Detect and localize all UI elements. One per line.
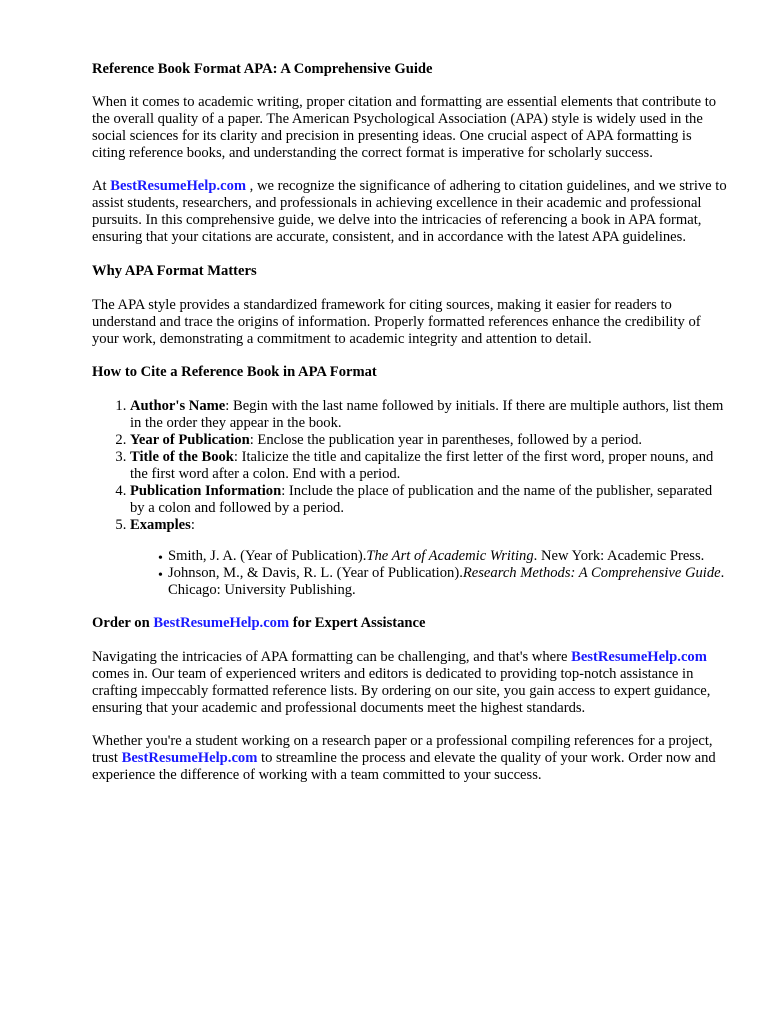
citation-steps-list: [92, 398, 728, 599]
step-text: : Enclose the publication year in parentheses, followed by a period.: [249, 432, 643, 448]
order-paragraph-link[interactable]: BestResumeHelp.com: [571, 649, 707, 665]
why-paragraph: The APA style provides a standardized framework for citing sources, making it easier for readers to understand and trace the origins of information. Properly formatted references enhance the credibility of your work, demonstrating a commitment to academic integrity and attention to detail.: [92, 297, 701, 347]
list-item: [130, 432, 728, 449]
order-heading-suffix: for Expert Assistance: [289, 615, 426, 631]
closing-paragraph: [92, 733, 728, 784]
step-text: : Include the place of publication and the name of the publisher, separated by a colon and followed by a period.: [130, 483, 713, 516]
company-paragraph-prefix: At: [92, 178, 111, 194]
company-paragraph: [92, 178, 728, 246]
closing-paragraph-prefix: Whether you're a student working on a research paper or a professional compiling references for a project, trust: [92, 733, 713, 766]
how-heading: How to Cite a Reference Book in APA Format: [92, 364, 377, 380]
order-paragraph: [92, 649, 728, 717]
example-after: . New York: Academic Press.: [533, 548, 705, 564]
step-label: Author's Name: [130, 398, 226, 414]
examples-list: [130, 548, 728, 599]
list-item: [130, 449, 728, 483]
bullet-icon: •: [158, 568, 163, 583]
example-book-title: Research Methods: A Comprehensive Guide: [462, 565, 721, 581]
step-text: :: [190, 517, 195, 533]
company-paragraph-suffix: , we recognize the significance of adhering to citation guidelines, and we strive to assist students, researchers, and professionals in achieving excellence in their academic and professional pursuits. In this comprehensive guide, we delve into the intricacies of referencing a book in APA format, ensuring that your citations are accurate, consistent, and in accordance with the latest APA guidelines.: [92, 178, 727, 245]
example-item: [158, 548, 728, 566]
example-item: [158, 565, 728, 599]
step-text: : Italicize the title and capitalize the first letter of the first word, proper nouns, and the first word after a colon. End with a period.: [130, 449, 714, 482]
order-heading-prefix: Order on: [92, 615, 154, 631]
example-book-title: The Art of Academic Writing: [366, 548, 534, 564]
example-before: Smith, J. A. (Year of Publication).: [168, 548, 367, 564]
bestresumehelp-link[interactable]: BestResumeHelp.com: [110, 178, 247, 194]
list-item: [130, 517, 728, 599]
document-title: Reference Book Format APA: A Comprehensive Guide: [92, 61, 433, 77]
step-label: Title of the Book: [130, 449, 234, 465]
intro-paragraph: When it comes to academic writing, proper citation and formatting are essential elements that contribute to the overall quality of a paper. The American Psychological Association (APA) style is widely used in the social sciences for its clarity and precision in presenting ideas. One crucial aspect of APA formatting is citing reference books, and understanding the correct format is imperative for scholarly success.: [92, 94, 717, 161]
step-label: Year of Publication: [130, 432, 250, 448]
why-heading: Why APA Format Matters: [92, 263, 257, 279]
example-before: Johnson, M., & Davis, R. L. (Year of Publication).: [168, 565, 463, 581]
order-heading: [92, 615, 728, 632]
list-item: [130, 483, 728, 517]
step-text: : Begin with the last name followed by initials. If there are multiple authors, list them in the order they appear in the book.: [130, 398, 724, 431]
order-paragraph-prefix: Navigating the intricacies of APA formatting can be challenging, and that's where: [92, 649, 572, 665]
step-label: Publication Information: [130, 483, 282, 499]
order-heading-link[interactable]: BestResumeHelp.com: [153, 615, 290, 631]
order-paragraph-suffix: comes in. Our team of experienced writers and editors is dedicated to providing top-notch assistance in crafting impeccably formatted reference lists. By ordering on our site, you gain access to expert guidance, ensuring that your academic and professional documents meet the highest standards.: [92, 666, 711, 716]
list-item: [130, 398, 728, 432]
example-after: . Chicago: University Publishing.: [168, 565, 725, 598]
closing-paragraph-link[interactable]: BestResumeHelp.com: [121, 750, 258, 766]
closing-paragraph-suffix: to streamline the process and elevate the quality of your work. Order now and experience the difference of working with a team committed to your success.: [92, 750, 716, 783]
step-label: Examples: [130, 517, 191, 533]
bullet-icon: •: [158, 551, 163, 566]
